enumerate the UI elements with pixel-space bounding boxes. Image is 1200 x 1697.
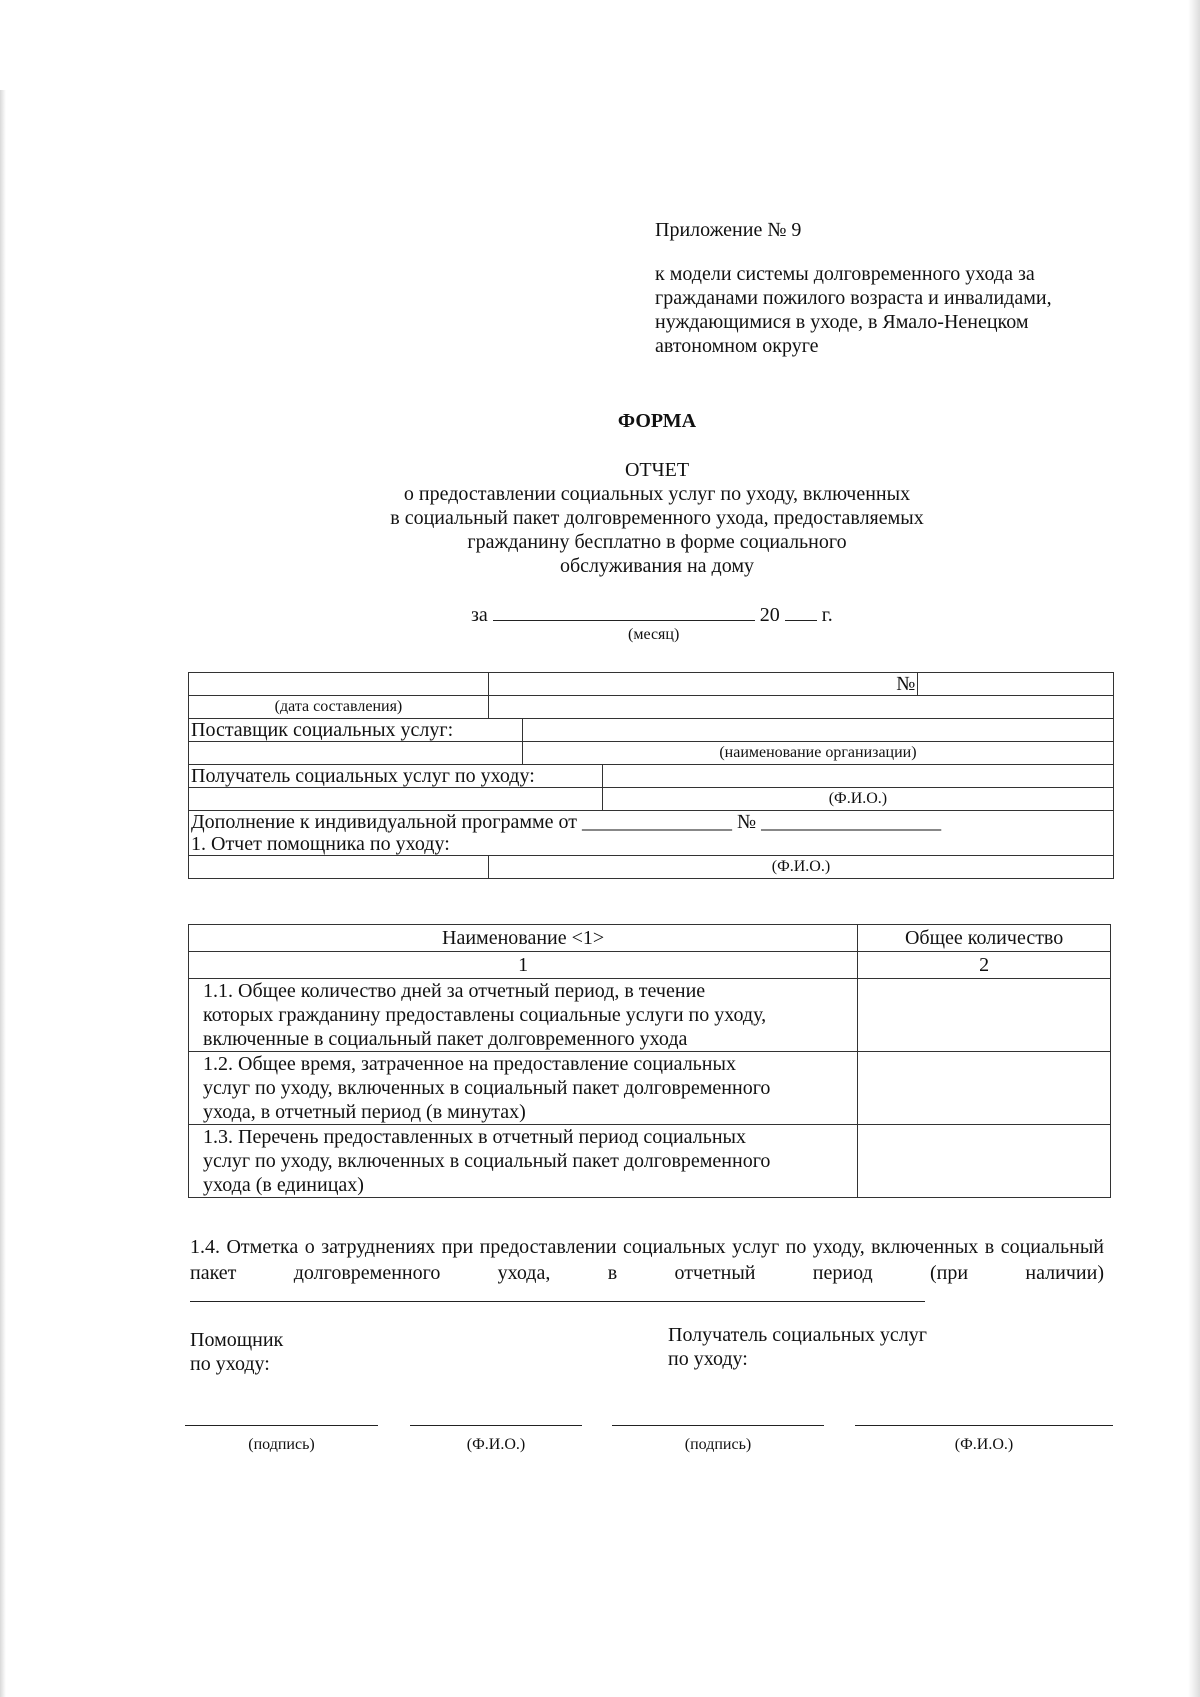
recipient-sign-label [668,1323,927,1371]
fio-caption: (Ф.И.О.) [466,1436,526,1453]
table-row [189,979,1111,1052]
form-title: ФОРМА [617,410,697,432]
row-name [189,979,858,1052]
col-header-total: Общее количество [858,925,1111,952]
date-field[interactable] [189,673,489,696]
row-line: ухода, в отчетный период (в минутах) [203,1101,526,1123]
addendum-line[interactable]: Дополнение к индивидуальной программе от _______________ № __________________ [189,811,1114,834]
empty-cell [189,856,489,879]
col-number: 2 [858,952,1111,979]
scan-edge-right [1188,0,1200,1697]
row-line: которых гражданину предоставлены социальные услуги по уходу, [203,1004,767,1026]
sign-label-line: по уходу: [668,1348,748,1370]
provider-label: Поставщик социальных услуг: [189,719,523,742]
empty-cell [488,696,1113,719]
period-suffix: г. [821,604,833,626]
assistant-sign-label [190,1328,283,1376]
assistant-fio-field[interactable] [410,1425,582,1426]
report-title-block [300,458,1014,578]
report-subtitle-line: обслуживания на дому [560,555,754,577]
header-table [188,672,1114,879]
difficulty-note: 1.4. Отметка о затруднениях при предоставлении социальных услуг по уходу, включенных в социальный пакет долговременного ухода, в отчетный период (при наличии) [190,1236,1104,1284]
org-caption: (наименование организации) [522,742,1113,765]
assistant-caption: (Ф.И.О.) [488,856,1113,879]
appendix-line: нуждающимися в уходе, в Ямало-Ненецком [655,311,1029,333]
appendix-line: гражданами пожилого возраста и инвалидами, [655,287,1052,309]
signature-caption: (подпись) [684,1436,752,1453]
row-line: услуг по уходу, включенных в социальный пакет долговременного [203,1150,771,1172]
empty-cell [189,788,603,811]
number-sign: № [488,673,917,696]
assistant-label: 1. Отчет помощника по уходу: [189,833,1114,856]
report-title: ОТЧЕТ [624,459,690,481]
table-row [189,1125,1111,1198]
row-line: включенные в социальный пакет долговременного ухода [203,1028,688,1050]
recipient-fio-field[interactable] [855,1425,1113,1426]
scan-edge-left [0,90,6,1697]
col-number: 1 [189,952,858,979]
year-field[interactable] [785,602,817,621]
recipient-caption: (Ф.И.О.) [602,788,1113,811]
empty-cell [189,742,523,765]
signature-caption: (подпись) [248,1436,315,1453]
assistant-signature-field[interactable] [185,1425,378,1426]
appendix-block [655,218,1125,358]
services-table [188,924,1111,1198]
appendix-line: автономном округе [655,335,819,357]
row-line: ухода (в единицах) [203,1174,364,1196]
row-value-field[interactable] [858,1052,1111,1125]
month-field[interactable] [493,602,755,621]
month-caption: (месяц) [628,626,680,643]
number-field[interactable] [918,673,1114,696]
row-line: 1.3. Перечень предоставленных в отчетный период социальных [203,1126,746,1148]
row-name [189,1052,858,1125]
table-row [189,1052,1111,1125]
recipient-signature-field[interactable] [612,1425,824,1426]
appendix-number: Приложение № 9 [655,219,802,241]
fio-caption: (Ф.И.О.) [954,1436,1014,1453]
row-line: 1.2. Общее время, затраченное на предоставление социальных [203,1053,736,1075]
report-subtitle-line: гражданину бесплатно в форме социального [467,531,847,553]
row-line: услуг по уходу, включенных в социальный пакет долговременного [203,1077,771,1099]
provider-field[interactable] [522,719,1113,742]
row-line: 1.1. Общее количество дней за отчетный период, в течение [203,980,706,1002]
period-year-prefix: 20 [759,604,780,626]
report-subtitle-line: в социальный пакет долговременного ухода, предоставляемых [390,507,924,529]
recipient-label: Получатель социальных услуг по уходу: [189,765,603,788]
date-caption: (дата составления) [189,696,489,719]
report-subtitle-line: о предоставлении социальных услуг по уходу, включенных [403,483,911,505]
report-period [471,602,833,627]
row-value-field[interactable] [858,1125,1111,1198]
sign-label-line: Помощник [190,1329,284,1351]
col-header-name: Наименование <1> [189,925,858,952]
row-value-field[interactable] [858,979,1111,1052]
period-prefix: за [471,604,488,626]
row-name [189,1125,858,1198]
sign-label-line: Получатель социальных услуг [668,1324,927,1346]
difficulty-field[interactable] [190,1301,925,1302]
sign-label-line: по уходу: [190,1353,270,1375]
appendix-line: к модели системы долговременного ухода за [655,263,1035,285]
recipient-field[interactable] [602,765,1113,788]
